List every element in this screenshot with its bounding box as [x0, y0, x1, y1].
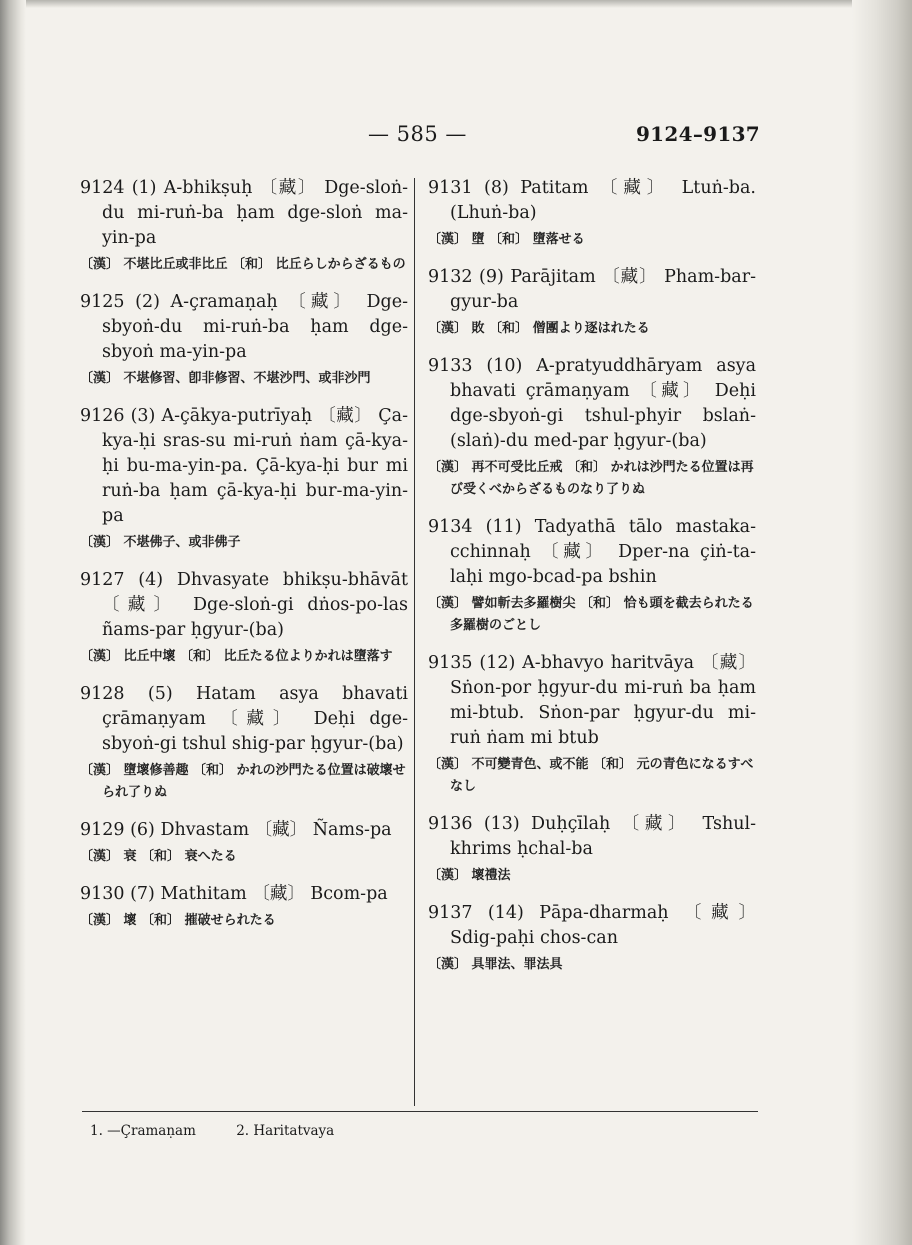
- entry-9131: [428, 176, 756, 251]
- entry-9135: [428, 651, 756, 798]
- entry-9136: [428, 812, 756, 887]
- right-column: [428, 176, 756, 990]
- entry-gloss: 〔漢〕 衰 〔和〕 衰へたる: [80, 849, 237, 864]
- entry-gloss: 〔漢〕 壞 〔和〕 摧破せられたる: [80, 913, 276, 928]
- entry-gloss: 〔漢〕 具罪法、罪法具: [428, 957, 563, 972]
- entry-head: 9135 (12) A-bhavyo haritvāya 〔藏〕 Sṅon-por ḥgyur-du mi-ruṅ ba ḥam mi-btub. Sṅon-par ḥgyur-du mi-ruṅ ṅam mi btub: [428, 653, 756, 748]
- entry-head: 9136 (13) Duḥçīlaḥ 〔藏〕 Tshul-khrims ḥchal-ba: [428, 814, 756, 859]
- entry-9130: [80, 882, 408, 932]
- entry-9125: [80, 290, 408, 390]
- entry-gloss: 〔漢〕 不可變青色、或不能 〔和〕 元の青色になるすべなし: [428, 757, 754, 794]
- entry-9134: [428, 515, 756, 637]
- page-header: [80, 122, 760, 152]
- footnote-rule: [82, 1111, 758, 1112]
- entry-head: 9129 (6) Dhvastam 〔藏〕 Ñams-pa: [80, 820, 392, 840]
- entry-9129: [80, 818, 408, 868]
- page-edge-right: [852, 0, 912, 1245]
- entry-9137: [428, 901, 756, 976]
- left-column: [80, 176, 408, 946]
- entry-gloss: 〔漢〕 墮 〔和〕 墮落せる: [428, 232, 585, 247]
- footnotes: [90, 1123, 370, 1139]
- footnote-2: 2. Haritatvaya: [236, 1123, 335, 1139]
- footnote-1: 1. —Çramaṇam: [90, 1123, 196, 1139]
- entry-head: 9130 (7) Mathitam 〔藏〕 Bcom-pa: [80, 884, 388, 904]
- page-number: — 585 —: [368, 122, 467, 146]
- entry-head: 9134 (11) Tadyathā tālo mastaka-cchinnaḥ 〔藏〕 Dper-na çiṅ-ta-laḥi mgo-bcad-pa bshin: [428, 517, 756, 587]
- entry-head: 9128 (5) Hatam asya bhavati çrāmaṇyam 〔藏〕 Deḥi dge-sbyoṅ-gi tshul shig-par ḥgyur-(ba): [80, 684, 408, 754]
- entry-gloss: 〔漢〕 不堪比丘或非比丘 〔和〕 比丘らしからざるもの: [80, 257, 406, 272]
- entry-9133: [428, 354, 756, 501]
- entry-gloss: 〔漢〕 墮壞修善趣 〔和〕 かれの沙門たる位置は破壞せられ了りぬ: [80, 763, 406, 800]
- entry-gloss: 〔漢〕 比丘中壞 〔和〕 比丘たる位よりかれは墮落す: [80, 649, 393, 664]
- entry-head: 9125 (2) A-çramaṇaḥ 〔藏〕 Dge-sbyoṅ-du mi-ruṅ-ba ḥam dge-sbyoṅ ma-yin-pa: [80, 292, 408, 362]
- entry-9127: [80, 568, 408, 668]
- entry-head: 9131 (8) Patitam 〔藏〕 Ltuṅ-ba. (Lhuṅ-ba): [428, 178, 756, 223]
- entry-head: 9124 (1) A-bhikṣuḥ 〔藏〕 Dge-sloṅ-du mi-ruṅ-ba ḥam dge-sloṅ ma-yin-pa: [80, 178, 408, 248]
- entry-9124: [80, 176, 408, 276]
- entry-gloss: 〔漢〕 壞禮法: [428, 868, 511, 883]
- entry-9128: [80, 682, 408, 804]
- entry-head: 9137 (14) Pāpa-dharmaḥ 〔藏〕 Sdig-paḥi chos-can: [428, 903, 756, 948]
- entry-gloss: 〔漢〕 譬如斬去多羅樹尖 〔和〕 恰も頭を截去られたる多羅樹のごとし: [428, 596, 754, 633]
- entry-9132: [428, 265, 756, 340]
- entry-gloss: 〔漢〕 再不可受比丘戒 〔和〕 かれは沙門たる位置は再び受くべからざるものなり了りぬ: [428, 460, 754, 497]
- entry-9126: [80, 404, 408, 554]
- page-binding-shadow: [0, 0, 26, 1245]
- page-edge-top: [0, 0, 912, 8]
- entry-head: 9133 (10) A-pratyuddhāryam asya bhavati çrāmaṇyam 〔藏〕 Deḥi dge-sbyoṅ-gi tshul-phyir bslaṅ-(slaṅ)-du med-par ḥgyur-(ba): [428, 356, 756, 451]
- entry-gloss: 〔漢〕 不堪修習、卽非修習、不堪沙門、或非沙門: [80, 371, 371, 386]
- entry-head: 9126 (3) A-çākya-putrīyaḥ 〔藏〕 Ça-kya-ḥi sras-su mi-ruṅ ṅam çā-kya-ḥi bu-ma-yin-pa. Çā-kya-ḥi bur mi ruṅ-ba ḥam çā-kya-ḥi bur-ma-yin-pa: [80, 406, 408, 526]
- entry-head: 9132 (9) Parājitam 〔藏〕 Pham-bar-gyur-ba: [428, 267, 756, 312]
- column-divider: [414, 178, 415, 1106]
- entry-head: 9127 (4) Dhvasyate bhikṣu-bhāvāt 〔藏〕 Dge-sloṅ-gi dṅos-po-las ñams-par ḥgyur-(ba): [80, 570, 408, 640]
- entry-gloss: 〔漢〕 敗 〔和〕 僧團より逐はれたる: [428, 321, 650, 336]
- entry-gloss: 〔漢〕 不堪佛子、或非佛子: [80, 535, 241, 550]
- entry-range: 9124–9137: [635, 122, 760, 146]
